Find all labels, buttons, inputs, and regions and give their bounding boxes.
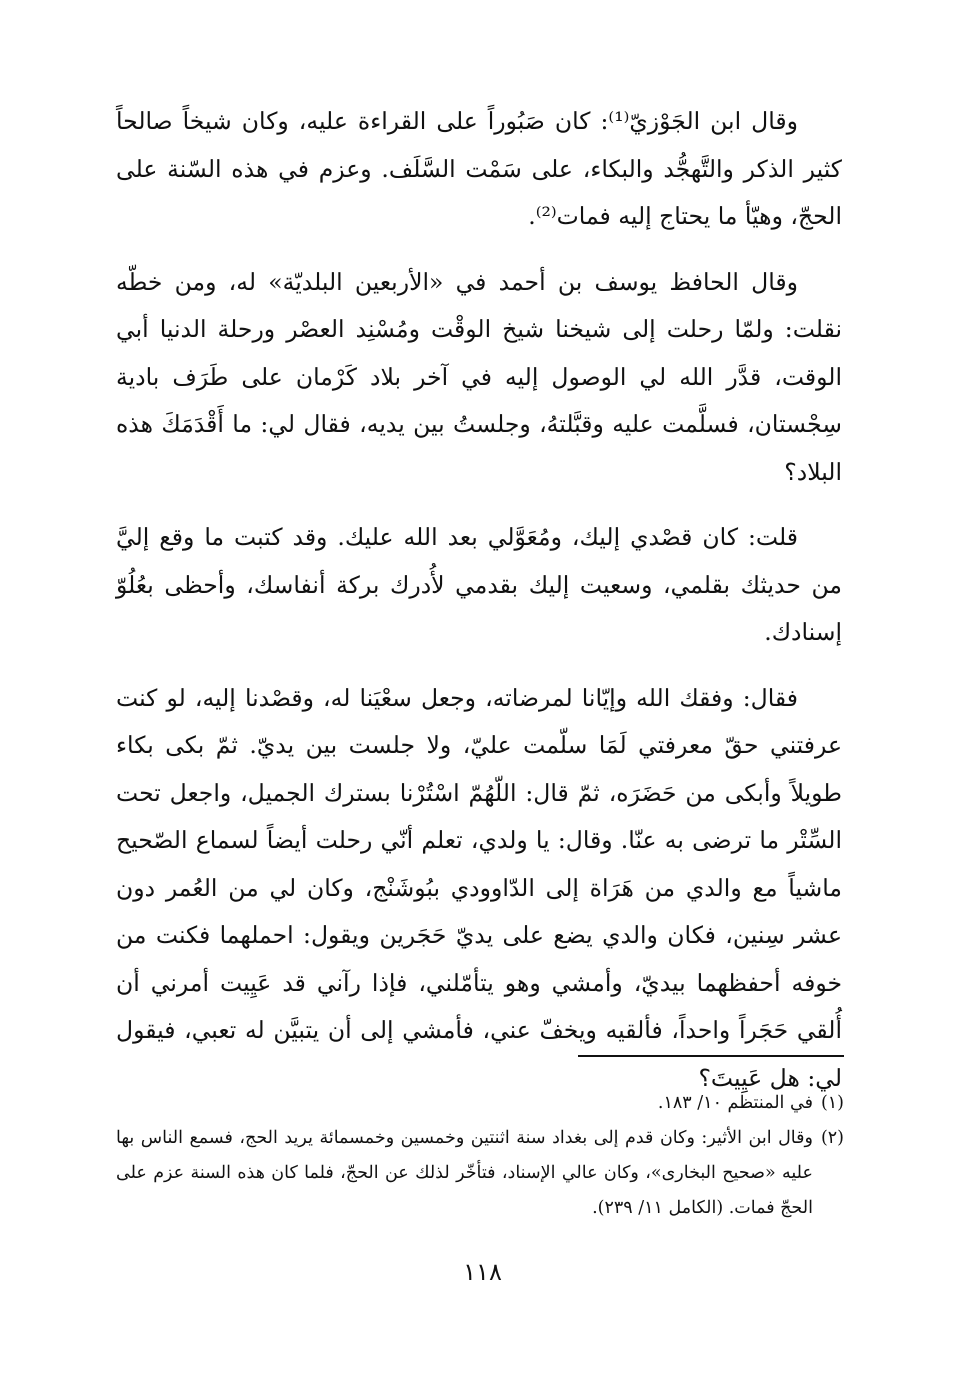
paragraph-hafiz-yusuf: وقال الحافظ يوسف بن أحمد في «الأربعين البلديّة» له، ومن خطّه نقلت: ولمّا رحلت إلى شيخنا شيخ الوقْت ومُسْنِد العصْر ورحلة الدنيا أبي الوقت، قدَّر الله لي الوصول إليه في آخر بلاد كَرْمان على طَرَف بادية سِجْستان، فسلَّمت عليه وقبَّلتهُ، وجلستُ بين يديه، فقال لي: ما أَقْدَمَكَ هذه البلاد؟	[116, 267, 842, 486]
paragraph-shaykh-answer: فقال: وفقك الله وإيّانا لمرضاته، وجعل سعْيَنا له، وقصْدنا إليه، لو كنت عرفتني حقّ معرفتي لَمَا سلّمت عليّ، ولا جلست بين يديّ. ثمّ بكى بكاء طويلاً وأبكى من حَضَرَه، ثمّ قال: اللّهُمّ اسْتُرْنا بسترك الجميل، واجعل تحت السِّتْر ما ترضى به عنّا. وقال: يا ولدي، تعلم أنّي رحلت أيضاً لسماع الصّحيح ماشياً مع والدي من هَرَاة إلى الدّاوودي ببُوشَنْج، وكان لي من العُمر دون عشر سِنين، فكان والدي يضع على يديّ حَجَرين ويقول: احملهما فكنت من خوفه أحفظهما بيديّ، وأمشي وهو يتأمّلني، فإذا رآني قد عَيِيت أمرني أن أُلقي حَجَراً واحداً، فألقيه ويخفّ عني، فأمشي إلى أن يتبيَّن له تعبي، فيقول لي: هل عَيِيتَ؟	[116, 683, 842, 1092]
page-number: ١١٨	[463, 1258, 502, 1286]
footnote-marker: (٢)	[820, 1128, 844, 1148]
footnote-marker: (١)	[820, 1093, 844, 1113]
footnote-text: وقال ابن الأثير: وكان قدم إلى بغداد سنة اثنتين وخمسين وخمسمائة يريد الحج، فسمع الناس بها عليه «صحيح البخارى»، وكان عالي الإسناد، فتأخّر لذلك عن الحجّ، فلما كان هذه السنة عزم على الحجّ فمات. (الكامل ١١/ ٢٣٩).	[116, 1128, 813, 1218]
footnote-2	[116, 1121, 844, 1226]
footnote-separator	[578, 1055, 844, 1057]
paragraph-reply: قلت: كان قصْدي إليك، ومُعَوَّلي بعد الله عليك. وقد كتبت ما وقع إليَّ من حديثك بقلمي، وسعيت إليك بقدمي لأُدرك بركة أنفاسك، وأحظى بعُلُوّ إسنادك.	[116, 523, 842, 646]
footnote-1	[116, 1086, 844, 1121]
footnotes	[116, 1086, 844, 1226]
paragraph-ibn-jawzi: وقال ابن الجَوْزيّ⁽¹⁾: كان صَبُوراً على القراءة عليه، وكان شيخاً صالحاً كثير الذكر والتَّهجُّد والبكاء، على سَمْت السَّلَف. وعزم في هذه السّنة على الحجّ، وهيّأ ما يحتاج إليه فمات⁽²⁾.	[116, 107, 842, 230]
main-text	[116, 98, 842, 1102]
footnote-text: في المنتظم ١٠/ ١٨٣.	[657, 1093, 813, 1113]
